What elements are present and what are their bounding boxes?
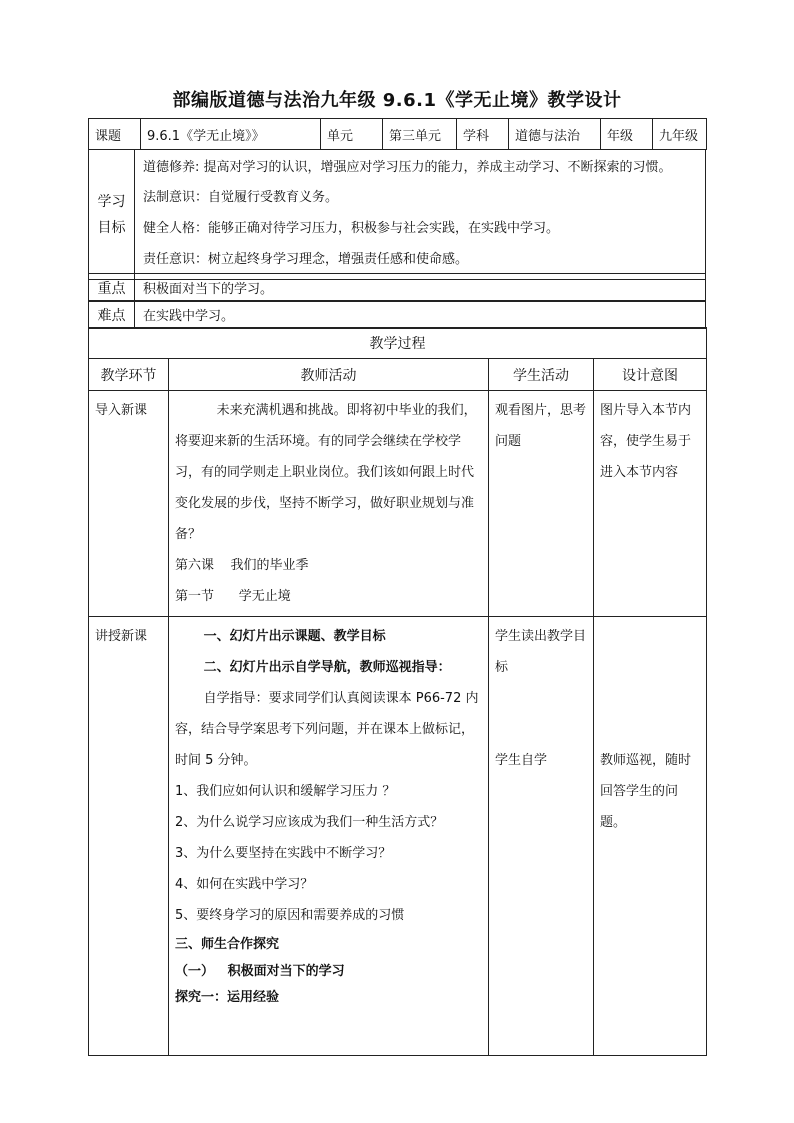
stage-new: 讲授新课 <box>89 617 169 1056</box>
new-step-2: 二、幻灯片出示自学导航，教师巡视指导： <box>203 660 451 675</box>
meta-table <box>88 118 707 150</box>
process-table <box>88 327 707 1056</box>
sub-heading: （一） 积极面对当下的学习 <box>175 964 345 979</box>
new-intent <box>594 617 707 1056</box>
goal-item: 责任意识：树立起终身学习理念，增强责任感和使命感。 <box>143 252 469 267</box>
new-step-1: 一、幻灯片出示课题、教学目标 <box>203 629 386 644</box>
difficulty-label: 难点 <box>89 301 135 329</box>
intro-intent: 图片导入本节内容，使学生易于进入本节内容 <box>594 391 707 617</box>
new-step-3: 三、师生合作探究 <box>175 937 280 952</box>
new-student-1: 学生读出教学目标 <box>495 629 587 675</box>
new-teacher <box>169 617 489 1056</box>
column-header: 学生活动 <box>489 359 594 391</box>
column-header: 教师活动 <box>169 359 489 391</box>
column-header: 设计意图 <box>594 359 707 391</box>
intro-paragraph: 未来充满机遇和挑战。即将初中毕业的我们，将要迎来新的生活环境。有的同学会继续在学校学习，有的同学则走上职业岗位。我们该如何跟上时代变化发展的步伐，坚持不断学习，做好职业规划与准备？ <box>175 403 477 542</box>
goal-item: 道德修养: 提高对学习的认识，增强应对学习压力的能力，养成主动学习、不断探索的习惯。 <box>143 160 672 175</box>
goals-content <box>135 150 706 280</box>
question-item: 3、为什么要坚持在实践中不断学习？ <box>175 846 392 861</box>
question-item: 2、为什么说学习应该成为我们一种生活方式？ <box>175 815 444 830</box>
subject-value: 道德与法治 <box>509 119 601 150</box>
lesson-label: 课题 <box>89 119 141 150</box>
goal-item: 健全人格：能够正确对待学习压力，积极参与社会实践，在实践中学习。 <box>143 221 560 236</box>
new-intent-text: 教师巡视，随时回答学生的问题。 <box>600 753 692 830</box>
question-item: 5、要终身学习的原因和需要养成的习惯 <box>175 908 405 923</box>
difficulty-table <box>88 300 706 329</box>
subject-label: 学科 <box>457 119 509 150</box>
intro-student: 观看图片，思考问题 <box>489 391 594 617</box>
goals-table <box>88 149 706 280</box>
intro-section: 第一节 学无止境 <box>175 589 291 604</box>
goal-item: 法制意识：自觉履行受教育义务。 <box>143 190 339 205</box>
intro-teacher <box>169 391 489 617</box>
unit-value: 第三单元 <box>383 119 457 150</box>
stage-intro: 导入新课 <box>89 391 169 617</box>
column-header: 教学环节 <box>89 359 169 391</box>
new-student <box>489 617 594 1056</box>
process-heading: 教学过程 <box>89 328 707 359</box>
key-point-label: 重点 <box>89 274 135 302</box>
lesson-value: 9.6.1《学无止境》》 <box>141 119 321 150</box>
new-student-2: 学生自学 <box>495 753 548 768</box>
unit-label: 单元 <box>321 119 383 150</box>
self-study-guide: 自学指导：要求同学们认真阅读课本 P66-72 内容，结合导学案思考下列问题，并在课本上做标记，时间 5 分钟。 <box>175 691 479 768</box>
goals-label: 学习目标 <box>89 150 135 280</box>
key-point-table <box>88 273 706 302</box>
question-item: 4、如何在实践中学习？ <box>175 877 314 892</box>
grade-label: 年级 <box>601 119 653 150</box>
intro-lesson: 第六课 我们的毕业季 <box>175 558 309 573</box>
grade-value: 九年级 <box>653 119 707 150</box>
document-title: 部编版道德与法治九年级 9.6.1《学无止境》教学设计 <box>172 90 622 111</box>
difficulty-value: 在实践中学习。 <box>135 301 706 329</box>
explore-one: 探究一：运用经验 <box>175 990 280 1005</box>
question-item: 1、我们应如何认识和缓解学习压力 ？ <box>175 784 396 799</box>
key-point-value: 积极面对当下的学习。 <box>135 274 706 302</box>
